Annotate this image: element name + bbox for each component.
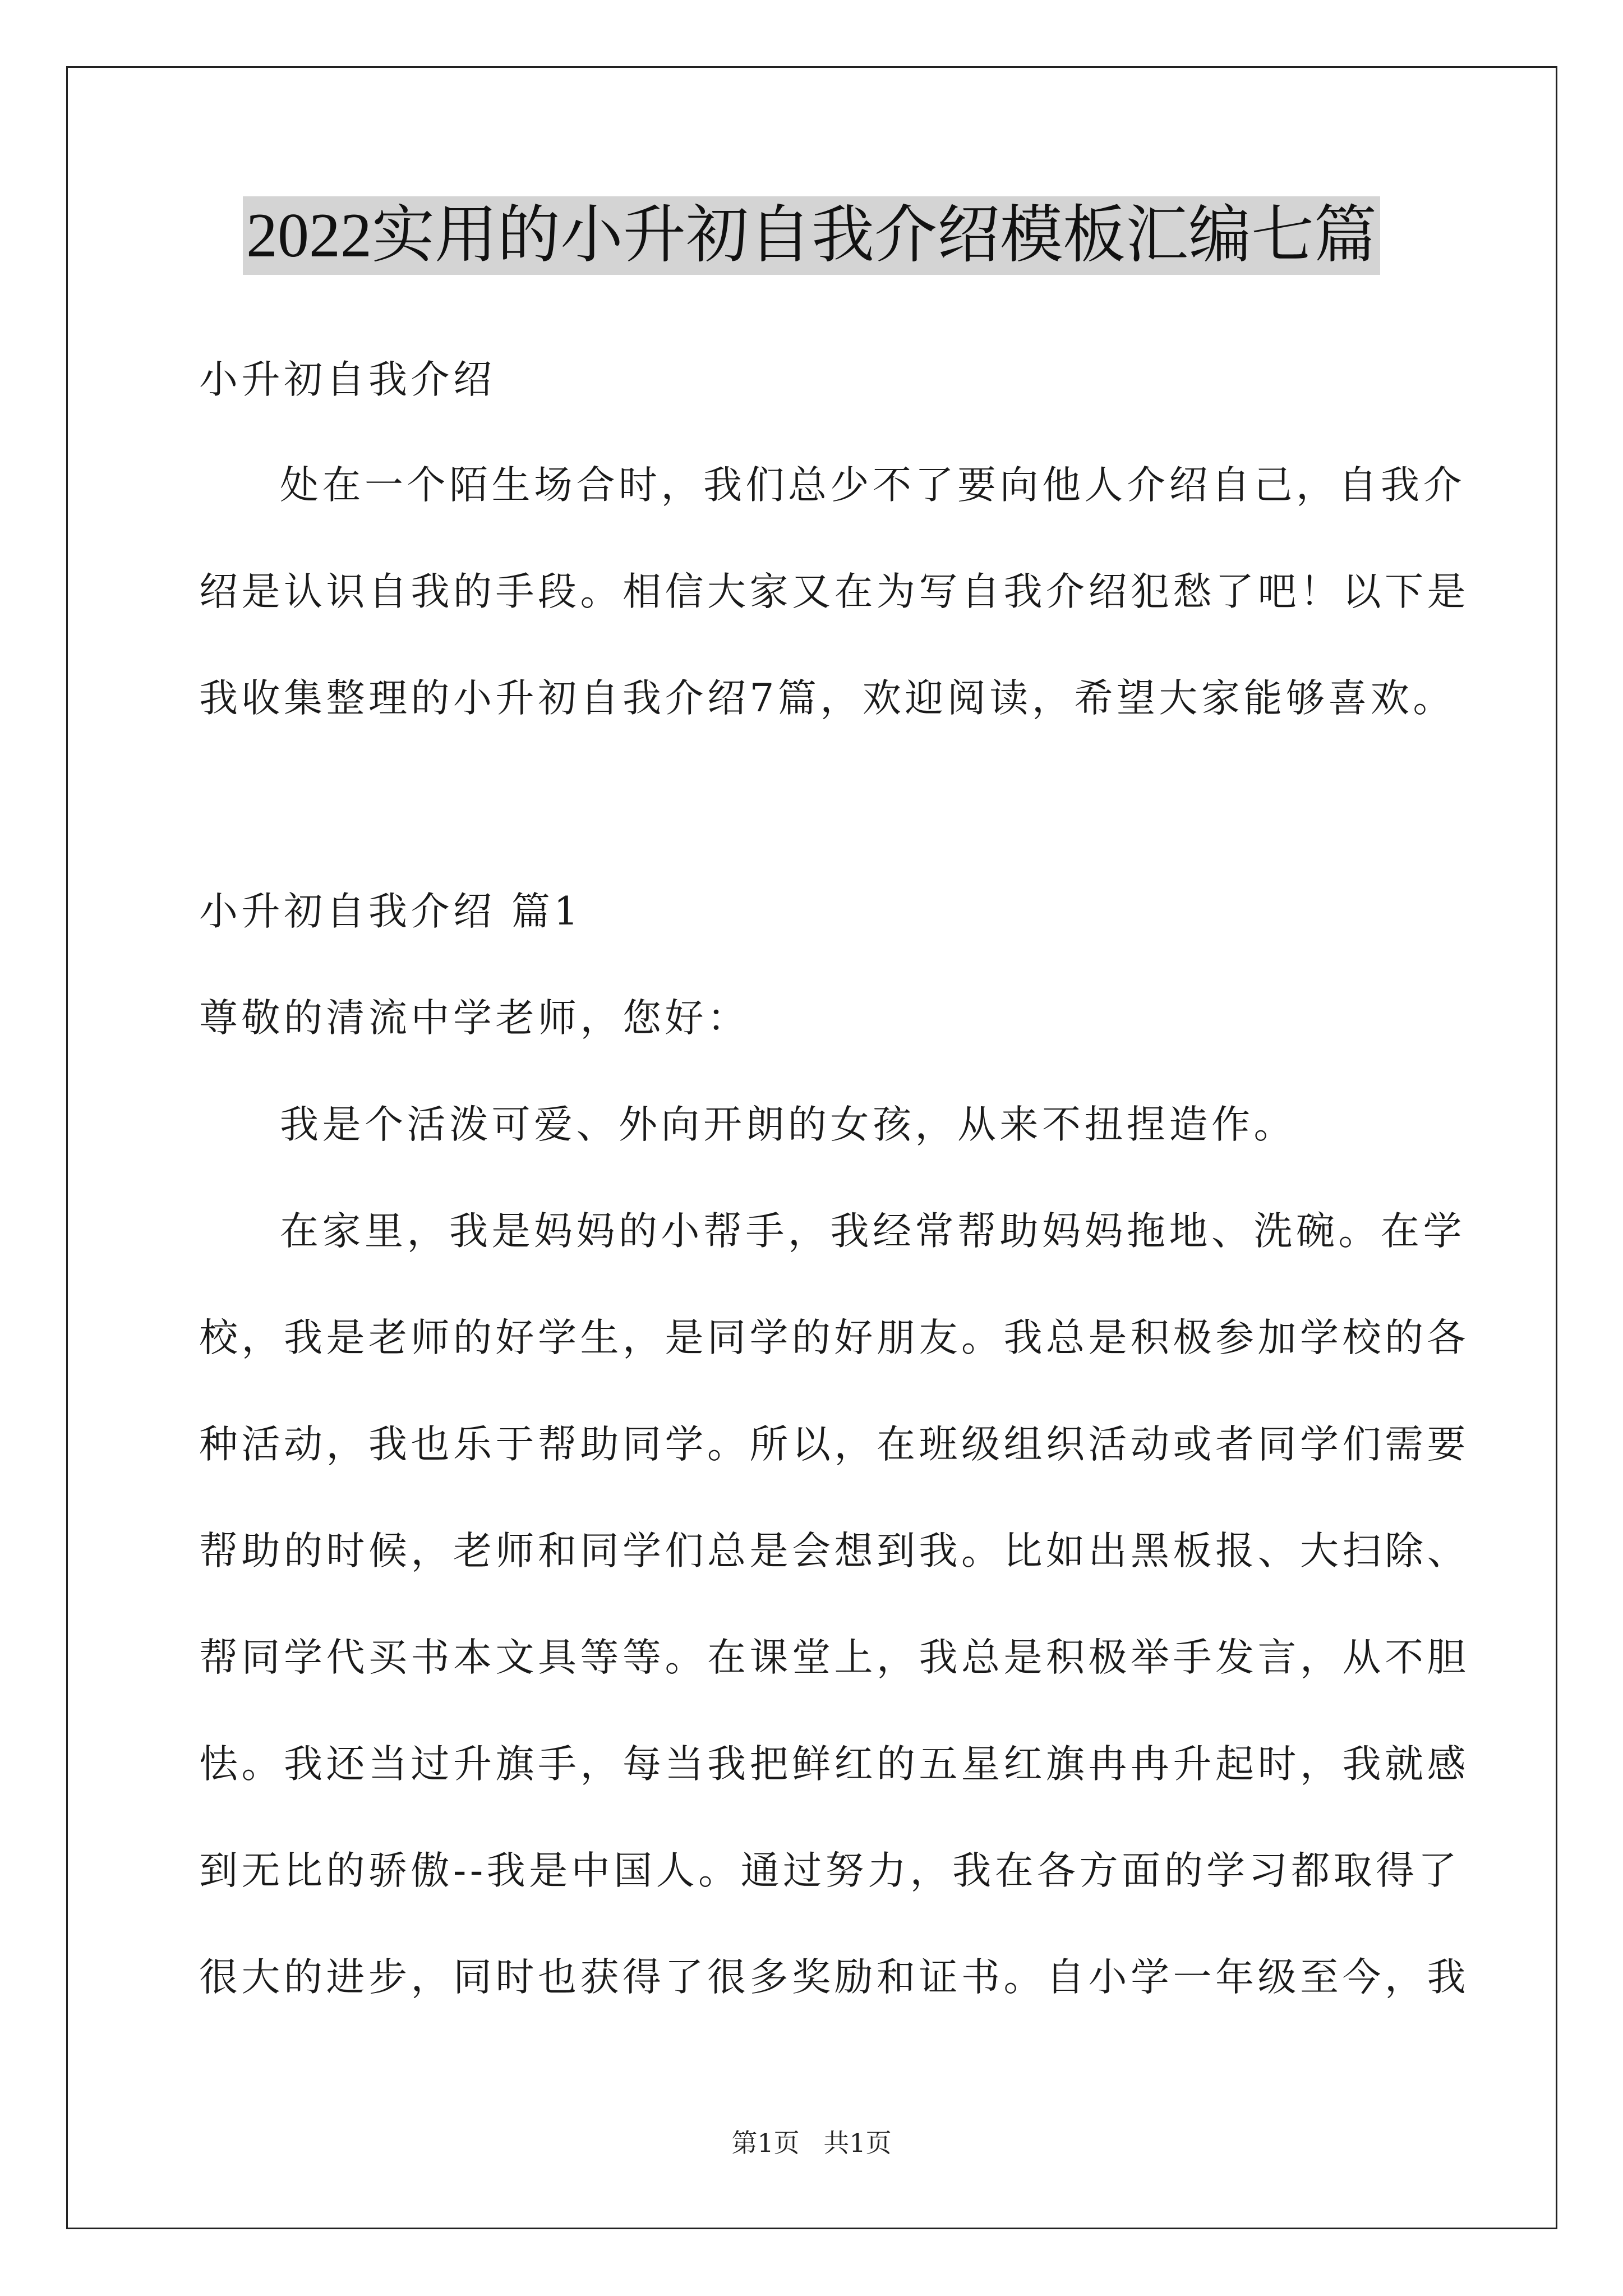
salutation: 尊敬的清流中学老师，您好： <box>199 996 750 1041</box>
paragraph-2-line-2: 校，我是老师的好学生，是同学的好朋友。我总是积极参加学校的各 <box>199 1315 1469 1360</box>
paragraph-2-line-1: 在家里，我是妈妈的小帮手，我经常帮助妈妈拖地、洗碗。在学 <box>280 1209 1465 1254</box>
paragraph-2-line-5: 帮同学代买书本文具等等。在课堂上，我总是积极举手发言，从不胆 <box>199 1635 1469 1680</box>
intro-line-3: 我收集整理的小升初自我介绍7篇，欢迎阅读，希望大家能够喜欢。 <box>199 676 1455 721</box>
title-container <box>0 196 1623 275</box>
paragraph-2-line-4: 帮助的时候，老师和同学们总是会想到我。比如出黑板报、大扫除、 <box>199 1529 1469 1573</box>
page-total: 共1页 <box>823 2128 892 2158</box>
intro-line-1: 处在一个陌生场合时，我们总少不了要向他人介绍自己，自我介 <box>280 463 1465 508</box>
section-1-heading: 小升初自我介绍 篇1 <box>199 889 582 934</box>
intro-heading: 小升初自我介绍 <box>199 357 496 402</box>
document-title: 2022实用的小升初自我介绍模板汇编七篇 <box>243 196 1380 275</box>
paragraph-1: 我是个活泼可爱、外向开朗的女孩，从来不扭捏造作。 <box>280 1102 1296 1147</box>
paragraph-2-line-7: 到无比的骄傲--我是中国人。通过努力，我在各方面的学习都取得了 <box>199 1848 1461 1893</box>
paragraph-2-line-6: 怯。我还当过升旗手，每当我把鲜红的五星红旗冉冉升起时，我就感 <box>199 1742 1469 1787</box>
paragraph-2-line-3: 种活动，我也乐于帮助同学。所以，在班级组织活动或者同学们需要 <box>199 1422 1469 1467</box>
paragraph-2-line-8: 很大的进步，同时也获得了很多奖励和证书。自小学一年级至今，我 <box>199 1955 1469 2000</box>
page-number: 第1页 <box>731 2128 800 2158</box>
page-footer <box>0 2126 1623 2160</box>
intro-line-2: 绍是认识自我的手段。相信大家又在为写自我介绍犯愁了吧！以下是 <box>199 569 1469 614</box>
